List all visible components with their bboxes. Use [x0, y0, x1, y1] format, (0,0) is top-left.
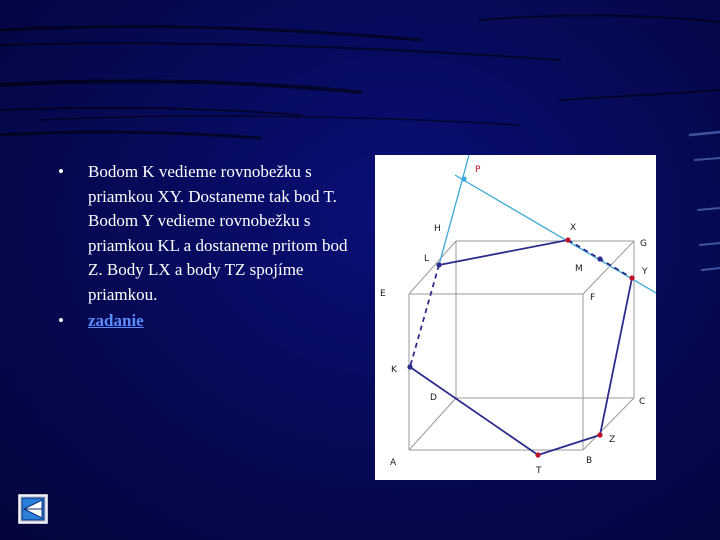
label-t: T — [536, 466, 542, 476]
description-text: Bodom K vedieme rovnobežku s priamkou XY. Dostaneme tak bod T. Bodom Y vedieme rovnobežku s priamkou KL a dostaneme pritom bod Z. Body LX a body TZ spojíme priamkou. — [88, 162, 348, 304]
label-z: Z — [609, 435, 616, 445]
label-m: M — [575, 264, 583, 274]
label-y: Y — [642, 267, 648, 277]
label-c: C — [639, 397, 646, 407]
label-d: D — [430, 393, 437, 403]
slide-content — [58, 160, 358, 334]
label-h: H — [434, 224, 441, 234]
point-l — [436, 262, 441, 267]
line-vertical-p — [439, 155, 469, 265]
point-y — [629, 275, 634, 280]
back-arrow-icon[interactable] — [18, 494, 48, 524]
point-z — [597, 432, 602, 437]
section-polygon — [410, 240, 632, 455]
label-g: G — [640, 239, 647, 249]
label-l: L — [424, 254, 430, 264]
label-x: X — [570, 223, 577, 233]
bullet-dot: • — [58, 162, 64, 181]
label-a: A — [390, 458, 397, 468]
label-k: K — [391, 365, 397, 375]
label-b: B — [586, 456, 593, 466]
point-m — [597, 256, 602, 261]
zadanie-link[interactable]: zadanie — [88, 311, 144, 330]
cube-section-figure — [375, 155, 656, 480]
label-e: E — [380, 289, 386, 299]
point-p — [461, 176, 466, 181]
point-t — [535, 452, 540, 457]
label-p: P — [475, 165, 481, 175]
bullet-item-link — [58, 309, 358, 334]
bullet-dot: • — [58, 311, 64, 330]
cube-edges — [409, 241, 634, 450]
label-f: F — [590, 293, 596, 303]
point-x — [565, 237, 570, 242]
bullet-item-description — [58, 160, 358, 307]
point-k — [407, 364, 412, 369]
figure-points — [407, 176, 634, 457]
figure-labels — [380, 165, 648, 476]
